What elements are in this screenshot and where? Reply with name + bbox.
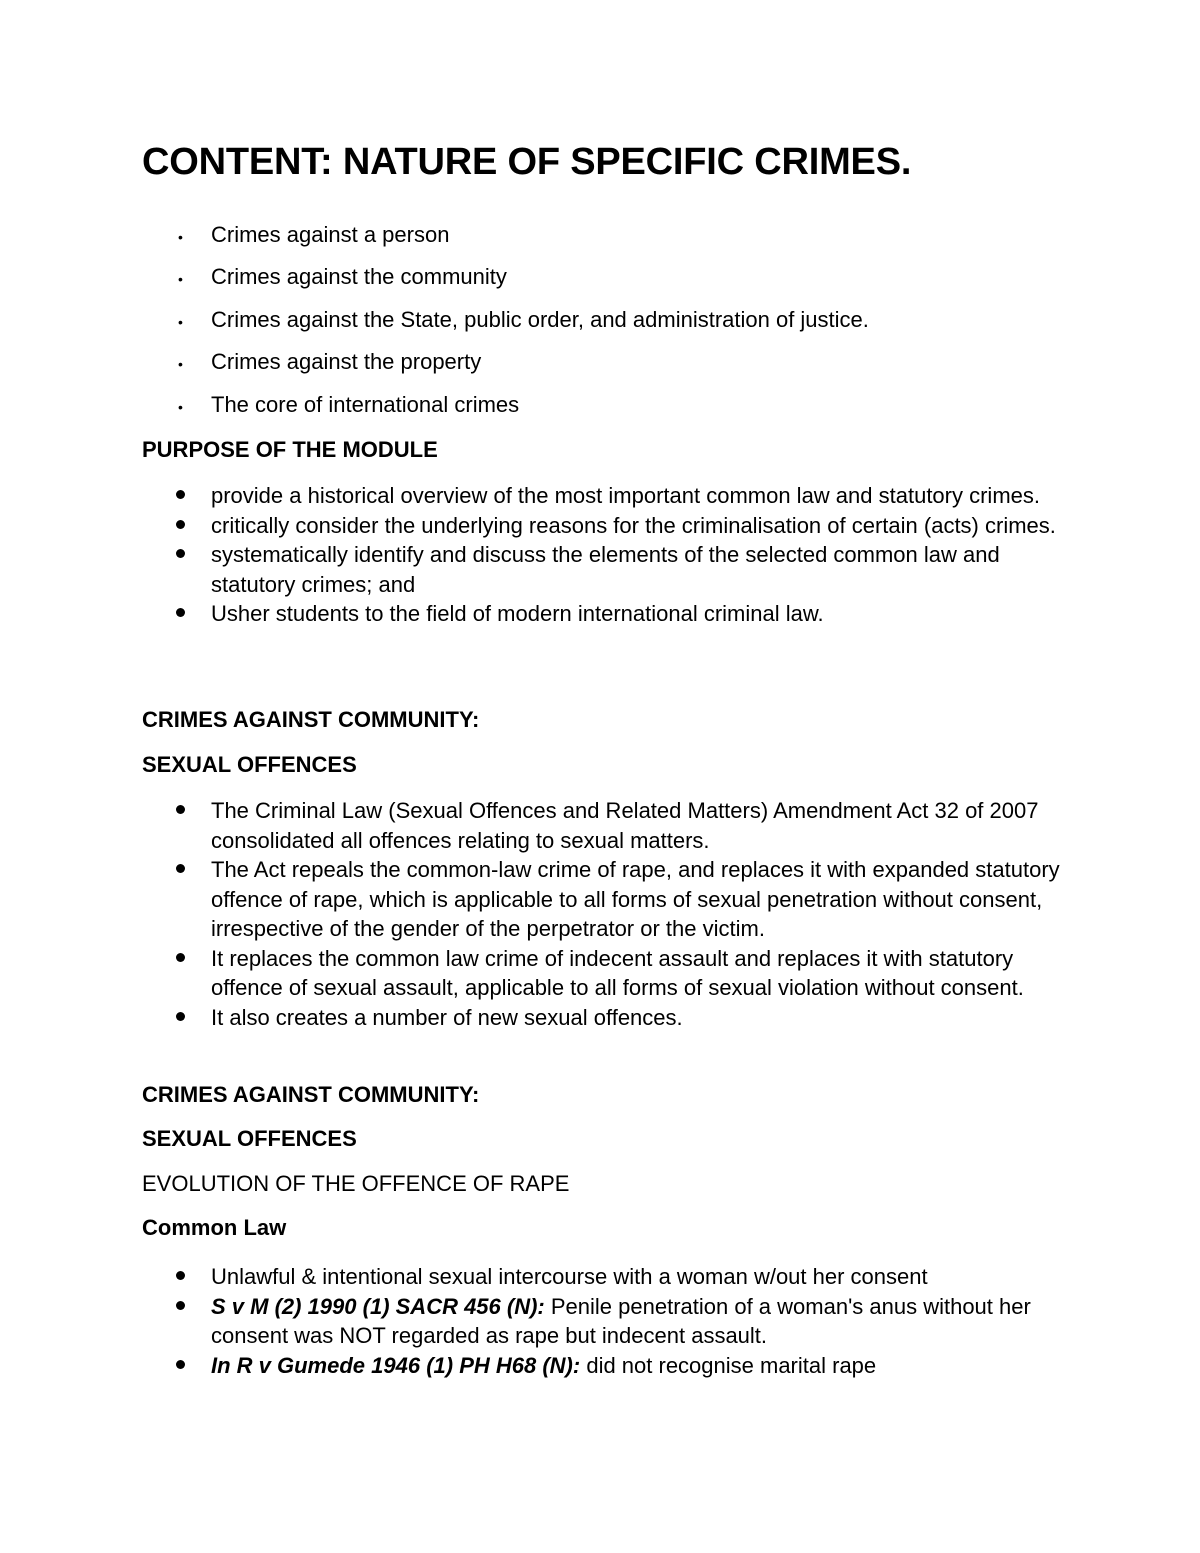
case-citation: S v M (2) 1990 (1) SACR 456 (N): [211,1293,545,1319]
common-law-list [0,1262,1200,1380]
bullet-icon [176,805,185,814]
bullet-icon: • [178,356,183,372]
list-item: critically consider the underlying reasons for the criminalisation of certain (acts) crimes. [0,511,1200,541]
bullet-icon: • [178,314,183,330]
section-subheading: SEXUAL OFFENCES [142,752,357,777]
case-citation: In R v Gumede 1946 (1) PH H68 (N): [211,1352,581,1378]
document-page: CONTENT: NATURE OF SPECIFIC CRIMES. • Crimes against a person • Crimes against the community • Crimes against the State, public order, and administration of justice. • Crimes against the property • The core of international crimes PURPOSE OF THE MODULE provide a historical overview of the most important common law and statutory crimes. critically consider the underlying reasons for the criminalisation of certain (acts) crimes. systematically identify and discuss the elements of the selected common law and statutory crimes; and Usher students to the field of modern international criminal law. CRIMES AGAINST COMMUNITY: SEXUAL OFFENCES The Criminal Law (Sexual Offences and Related Matters) Amendment Act 32 of 2007 consolidated all offences relating to sexual matters. The Act repeals the common-law crime of rape, and replaces it with expanded statutory offence of rape, which is applicable to all forms of sexual penetration without consent, irrespective of the gender of the perpetrator or the victim. It replaces the common law crime of indecent assault and replaces it with statutory offence of sexual assault, applicable to all forms of sexual violation without consent. It also creates a number of new sexual offences. CRIMES AGAINST COMMUNITY: SEXUAL OFFENCES EVOLUTION OF THE OFFENCE OF RAPE Common Law Unlawful & intentional sexual intercourse with a woman w/out her consent S v M (2) 1990 (1) SACR 456 (N): Penile penetration of a woman's anus without her consent was NOT regarded as rape but indecent assault. In R v Gumede 1946 (1) PH H68 (N): did not recognise marital rape [0,0,1200,1553]
case-description: Penile penetration of a woman's anus without her consent was NOT regarded as rape but indecent assault. [211,1293,1031,1348]
bullet-icon [176,520,185,529]
bullet-icon [176,549,185,558]
bullet-icon [176,1360,185,1369]
common-law-heading: Common Law [142,1215,287,1240]
page-title: CONTENT: NATURE OF SPECIFIC CRIMES. [142,141,912,183]
list-item: It also creates a number of new sexual offences. [0,1003,1200,1033]
bullet-icon [176,1301,185,1310]
sexual-offences-list [0,796,1200,1032]
list-item [0,1262,1200,1292]
list-item: provide a historical overview of the most important common law and statutory crimes. [0,481,1200,511]
list-item: systematically identify and discuss the elements of the selected common law and statutory crimes; and [0,540,1200,599]
case-description: Unlawful & intentional sexual intercourse with a woman w/out her consent [211,1264,928,1289]
bullet-icon: • [178,229,183,245]
purpose-heading: PURPOSE OF THE MODULE [142,437,438,462]
section-heading: CRIMES AGAINST COMMUNITY: [142,707,480,732]
list-item: The Criminal Law (Sexual Offences and Related Matters) Amendment Act 32 of 2007 consolidated all offences relating to sexual matters. [0,796,1200,855]
bullet-icon [176,608,185,617]
section-subheading: SEXUAL OFFENCES [142,1126,357,1151]
bullet-icon: • [178,271,183,287]
list-item: The Act repeals the common-law crime of rape, and replaces it with expanded statutory offence of rape, which is applicable to all forms of sexual penetration without consent, irrespective of the gender of the perpetrator or the victim. [0,855,1200,944]
list-item: It replaces the common law crime of indecent assault and replaces it with statutory offence of sexual assault, applicable to all forms of sexual violation without consent. [0,944,1200,1003]
section-heading: CRIMES AGAINST COMMUNITY: [142,1082,480,1107]
bullet-icon: • [178,399,183,415]
list-item [0,1292,1200,1351]
bullet-icon [176,1012,185,1021]
bullet-icon [176,490,185,499]
evolution-heading: EVOLUTION OF THE OFFENCE OF RAPE [142,1171,570,1196]
bullet-icon [176,1271,185,1280]
purpose-list [0,481,1200,629]
bullet-icon [176,864,185,873]
list-item: Usher students to the field of modern international criminal law. [0,599,1200,629]
case-description: did not recognise marital rape [580,1352,877,1378]
list-item [0,1351,1200,1381]
bullet-icon [176,953,185,962]
